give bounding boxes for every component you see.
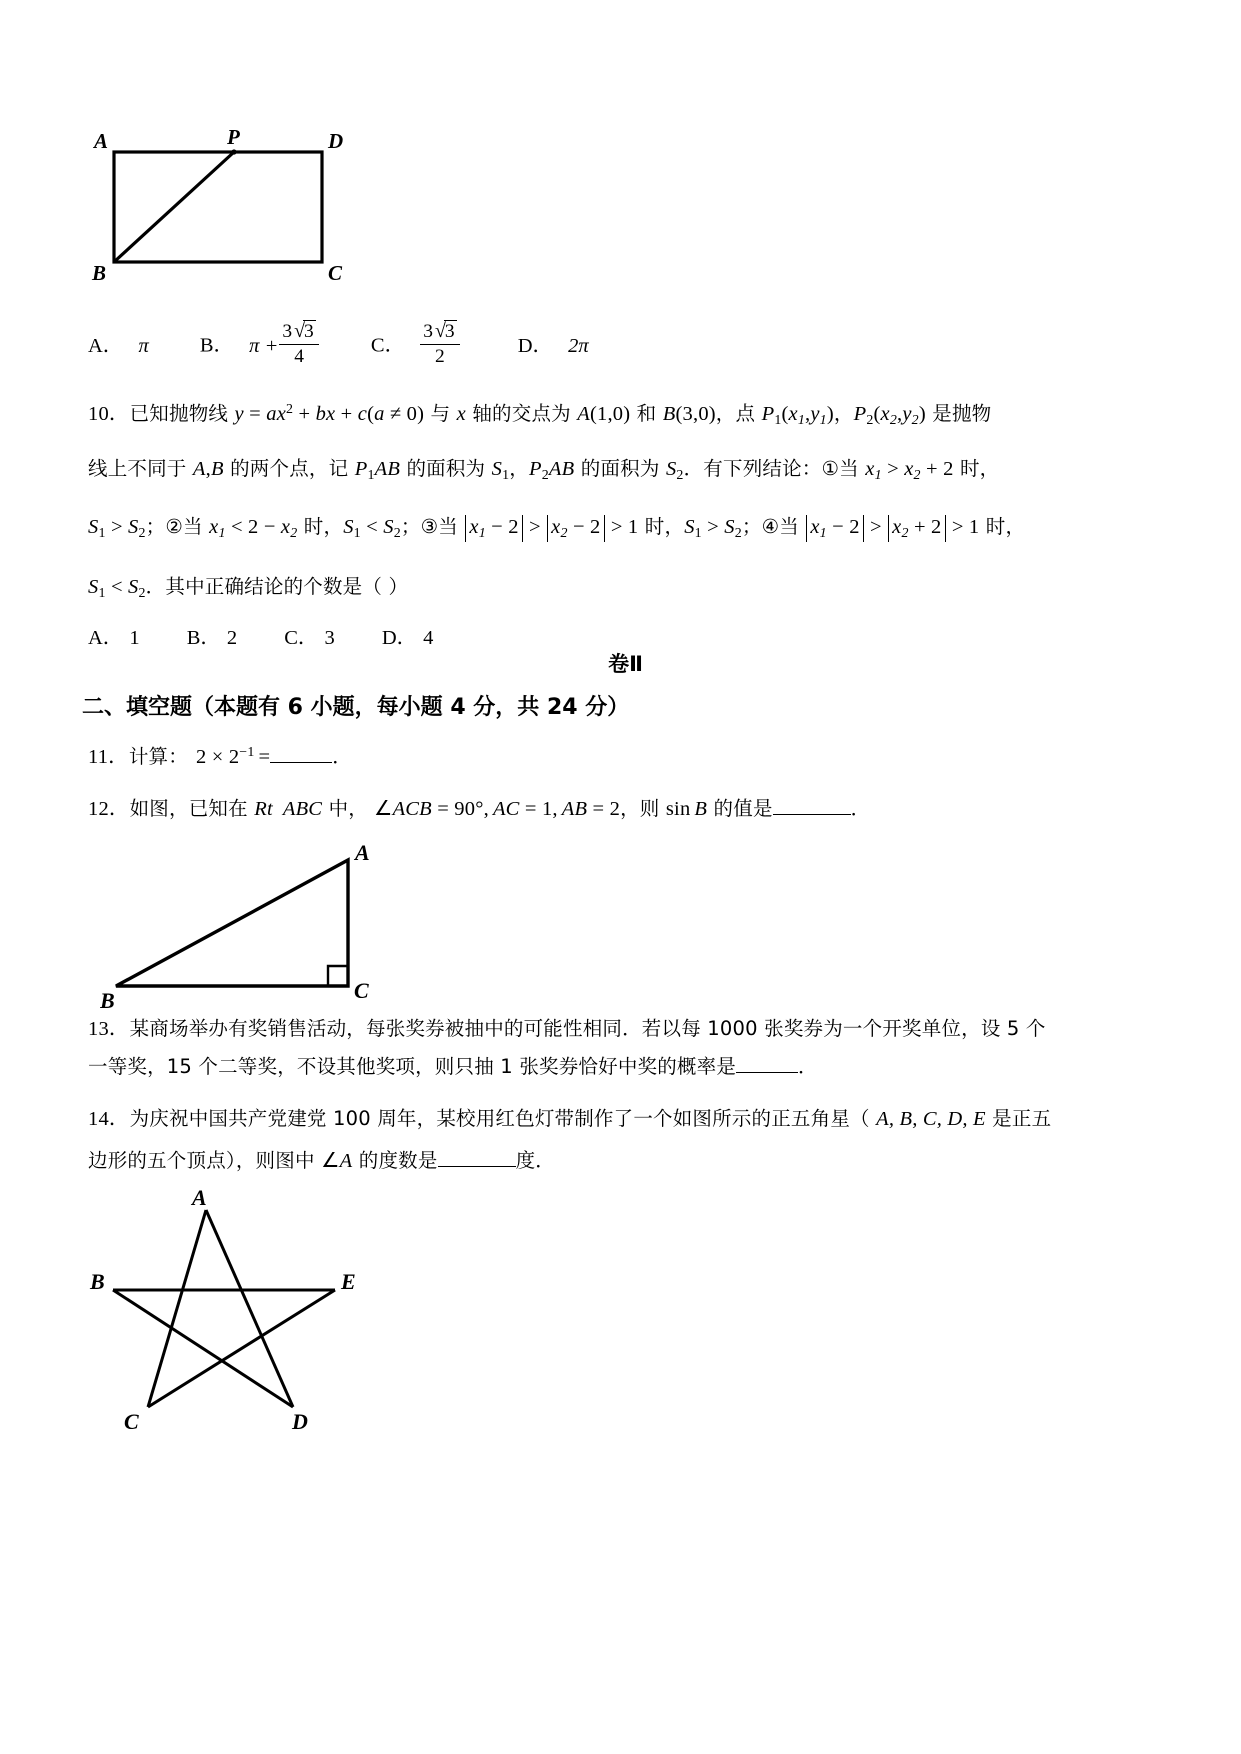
q12-abc: ABC [282, 798, 323, 820]
q10-l1-x: x [456, 403, 466, 425]
q12-line: 12．如图，已知在 Rt ABC 中， ∠ACB = 90°, AC = 1, AB = 2，则 sin B 的值是 ． [88, 790, 870, 829]
q10-l1-t4: 和 [630, 402, 663, 425]
q10-option-b-value: 2 [226, 627, 238, 649]
q13-line2-tail: ． [798, 1055, 818, 1078]
q9-option-c-num-coef: 3 [423, 321, 433, 342]
label-E: E [341, 1269, 356, 1294]
q9-option-b-fraction: $\frac{3 √3}{4}$ [279, 320, 318, 368]
q11-answer-blank[interactable] [270, 743, 332, 763]
q12-tail: ． [850, 797, 871, 820]
q13-line2-text: 一等奖，15 个二等奖，不设其他奖项，则只抽 1 张奖券恰好中奖的概率是 [88, 1055, 737, 1078]
label-A: A [355, 840, 370, 865]
label-B: B [100, 988, 115, 1013]
q9-options-row [88, 320, 589, 368]
triangle-svg [100, 838, 430, 1018]
section-2-mid1: 小题，每小题 [302, 695, 451, 720]
section-2-count: 6 [287, 695, 303, 720]
q9-option-a-letter: A． [88, 334, 124, 357]
q12-t1: 如图，已知在 [129, 797, 255, 820]
q14-l2-d: 度． [515, 1149, 555, 1172]
q9-option-b[interactable] [200, 320, 320, 368]
q9-option-b-num-coef: 3 [282, 321, 293, 342]
q9-option-a[interactable] [88, 328, 149, 358]
q14-l1-a: 为庆祝中国共产党建党 100 周年，某校用红色灯带制作了一个如图所示的正五角星（ [129, 1107, 877, 1130]
label-D: D [292, 1409, 308, 1434]
q10-l1-t7: 是抛物 [925, 402, 992, 425]
q10-option-c-letter: C． [284, 627, 319, 649]
q14-l2-a: 边形的五个顶点），则图中 [88, 1149, 322, 1172]
q11-number: 11． [88, 746, 129, 768]
q13-answer-blank[interactable] [736, 1053, 798, 1073]
q9-option-c-den: 2 [435, 345, 445, 367]
q10-l1-t2: 与 [424, 402, 457, 425]
q10-l3-t1: ；②当 [145, 515, 210, 538]
q9-option-a-value: π [138, 334, 149, 357]
q10-parabola-eq: y [234, 403, 244, 425]
figure-right-triangle-abc [100, 838, 430, 1018]
q10-line-2: 线上不同于 A,B 的两个点，记 P1AB 的面积为 S1，P2AB 的面积为 S2．有下列结论：①当 $x_1 > x_2 + 2$ 时， [88, 457, 1000, 483]
q11-exponent: −1 [239, 744, 255, 760]
figure-five-pointed-star [88, 1185, 408, 1435]
q10-line-1: 10．已知抛物线 $y = ax^2$ + bx + c(a ≠ 0) 与 x 轴的交点为 A(1,0) 和 B(3,0)，点 $P1(x_1,y_1)$，$P2(x_2,y_2)$ 是抛物 [88, 401, 992, 428]
q9-option-c[interactable] [371, 320, 461, 368]
q14-line-2: 边形的五个顶点），则图中 ∠A 的度数是 度． [88, 1142, 555, 1181]
q10-line-4: S1 < S2．其中正确结论的个数是（ ） [88, 575, 409, 601]
q12-t3: ，则 [620, 797, 666, 820]
q13-line1-text: 某商场举办有奖销售活动，每张奖券被抽中的可能性相同．若以每 1000 张奖券为一个开奖单位，设 5 个 [129, 1017, 1046, 1040]
q12-t4: 的值是 [707, 797, 773, 820]
q10-l2-t1: 线上不同于 [88, 457, 193, 480]
q14-l2-c: 的度数是 [352, 1149, 438, 1172]
q9-option-b-lead: π + [249, 334, 279, 357]
q13-line-1 [88, 1010, 1046, 1049]
q12-number: 12． [88, 798, 130, 820]
q13-number: 13． [88, 1018, 130, 1040]
label-A: A [94, 129, 109, 153]
q11-tail: ． [332, 745, 352, 768]
q10-option-b-letter: B． [186, 627, 221, 649]
q10-number: 10． [88, 403, 130, 425]
paper-part-label [88, 648, 1163, 678]
section-2-total: 24 [546, 695, 578, 720]
q10-l1-t1: 已知抛物线 [129, 402, 235, 425]
q10-l1-t6: ， [833, 402, 854, 425]
section-2-mid2: 分，共 [465, 695, 547, 720]
q11-expr: 2 × 2 [195, 746, 240, 768]
q10-l3-t3: ；③当 [400, 515, 465, 538]
q9-option-d[interactable] [518, 328, 589, 358]
q10-options-row [88, 620, 433, 650]
q10-l2-t2: 的两个点，记 [223, 457, 355, 480]
star-svg [88, 1185, 408, 1435]
q9-option-c-fraction: $\frac{3 √3}{2}$ [420, 320, 459, 368]
label-C: C [124, 1409, 139, 1434]
q9-option-d-letter: D． [517, 334, 554, 357]
section-2-suffix: 分） [577, 695, 630, 720]
q9-option-b-letter: B． [199, 334, 235, 357]
rectangle-svg [88, 128, 368, 288]
q10-option-c-value: 3 [324, 627, 335, 649]
q10-l2-t5: 的面积为 [574, 457, 666, 480]
q10-option-d[interactable] [382, 620, 434, 650]
q10-option-c[interactable] [284, 620, 334, 650]
q10-option-b[interactable] [187, 620, 237, 650]
q11-label: 计算： [128, 745, 188, 768]
q9-option-c-letter: C． [370, 334, 406, 357]
label-C: C [328, 261, 343, 285]
q14-l1-c: 是正五 [985, 1107, 1052, 1130]
q13-line-2 [88, 1048, 818, 1087]
q12-t2: 中， [322, 797, 368, 820]
q10-l2-t3: 的面积为 [400, 457, 492, 480]
figure-rectangle-abcd [88, 128, 368, 288]
q10-line-3: S1 > S2；②当 $x_1 < 2 - x_2$ 时，S1 < S2；③当 $x_1 - 2 > x_2 - 2 > 1$ 时，S1 > S2；④当 $x_1 - 2 > x_2 + 2 > 1$ 时， [88, 515, 1026, 541]
label-B: B [92, 261, 107, 285]
q10-l1-t3: 轴的交点为 [465, 402, 578, 425]
section-2-prefix: 二、填空题（本题有 [82, 695, 288, 720]
q14-l1-points: A, B, C, D, E [876, 1108, 986, 1130]
section-2-per: 4 [450, 695, 466, 720]
q10-l1-t5: ，点 [715, 402, 762, 425]
q10-l3-t6: 时， [979, 515, 1026, 538]
q10-l2-t7: 时， [953, 457, 1000, 480]
q10-option-d-letter: D． [381, 627, 418, 649]
q10-l3-t5: ；④当 [741, 515, 806, 538]
q14-number: 14． [88, 1108, 130, 1130]
q10-l2-t4: ， [509, 457, 529, 480]
q9-option-c-num-root: 3 [444, 321, 455, 342]
q9-option-b-den: 4 [294, 345, 304, 367]
label-A: A [192, 1185, 207, 1210]
q10-option-d-value: 4 [423, 627, 434, 649]
label-B: B [90, 1269, 105, 1294]
section-2-title [82, 690, 629, 721]
q10-l3-t2: 时， [297, 515, 344, 538]
q10-option-a-value: 1 [129, 627, 140, 649]
q10-option-a-letter: A． [88, 627, 124, 649]
label-C: C [354, 978, 369, 1003]
label-P: P [227, 128, 240, 149]
q9-option-b-num-root: 3 [304, 321, 314, 342]
q12-answer-blank[interactable] [773, 795, 851, 815]
q10-option-a[interactable] [88, 620, 140, 650]
q10-l4-t1: ．其中正确结论的个数是（ ） [145, 575, 409, 598]
q14-line-1 [88, 1100, 1051, 1139]
q14-answer-blank[interactable] [438, 1147, 516, 1167]
label-D: D [328, 129, 344, 153]
q10-l2-t6: ．有下列结论：①当 [683, 457, 866, 480]
q12-rt: Rt [254, 798, 273, 820]
q11-equals: = [258, 746, 271, 768]
q9-option-d-value: 2π [568, 334, 589, 357]
q10-l3-t4: 时， [638, 515, 685, 538]
paper-part-label-text: 卷Ⅱ [608, 652, 643, 676]
q11-line [88, 738, 352, 777]
